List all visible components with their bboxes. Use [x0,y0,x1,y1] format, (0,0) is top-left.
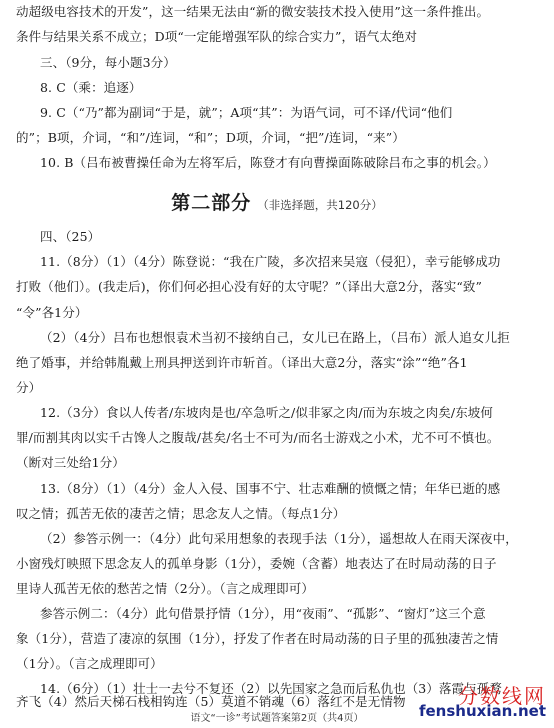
answer-13-example-2: 参答示例二：（4分）此句借景抒情（1分），用“夜雨”、“孤影”、“窗灯”这三个意 [40,606,486,621]
text-line: 分） [16,380,42,395]
answer-10: 10. B（吕布被曹操任命为左将军后，陈登才有向曹操面陈破除吕布之事的机会。） [40,155,496,170]
text-line: 打败（他们）。(我走后)，你们何必担心没有好的太守呢？”（译出大意2分，落实“致” [16,279,482,294]
text-line: 里诗人孤苦无依的愁苦之情（2分）。（言之成理即可） [16,581,314,596]
answer-11-2: （2）（4分）吕布也想恨袁术当初不接纳自己，女儿已在路上，（吕布）派人追女儿拒 [40,330,510,345]
answer-13: 13.（8分）（1）（4分）金人入侵、国事不宁、壮志难酬的愤慨之情；年华已逝的感 [40,481,501,496]
text-line: 绝了婚事，并给韩胤戴上刑具押送到许市斩首。（译出大意2分，落实“涂”“绝”各1 [16,355,468,370]
text-line: 条件与结果关系不成立；D项“一定能增强军队的综合实力”，语气太绝对 [16,29,418,44]
text-line: 齐飞（4）然后天梯石栈相钩连（5）莫道不销魂（6）落红不是无情物 [16,694,406,709]
answer-8: 8. C（乘：追逐） [40,80,142,95]
page-footer: 语文“一诊”考试题答案第2页（共4页） [190,713,364,724]
answer-14: 14.（6分）（1）壮士一去兮不复还（2）以先国家之急而后私仇也（3）落霞与孤鹜 [40,681,502,696]
section-heading-four: 四、（25） [40,229,101,244]
watermark-site-name: 分数线网 [458,684,546,708]
text-line: “令”各1分） [16,305,88,320]
answer-9: 9. C（“乃”都为副词“于是，就”；A项“其”：为语气词，可不译/代词“他们 [40,105,453,120]
text-line: （断对三处给1分） [16,455,125,470]
answer-13-2: （2）参答示例一：（4分）此句采用想象的表现手法（1分），遥想故人在雨天深夜中， [40,531,518,546]
text-line: （1分）。（言之成理即可） [16,656,163,671]
answer-12: 12.（3分）食以人传者/东坡肉是也/卒急听之/似非冢之肉/而为东坡之肉矣/东坡何 [40,405,493,420]
section-heading-three: 三、（9分，每小题3分） [40,55,176,70]
watermark-url: fenshuxian.net [418,702,546,720]
part-two-title: 第二部分 [171,192,252,214]
text-line: 象（1分），营造了凄凉的氛围（1分），抒发了作者在时局动荡的日子里的孤独凄苦之情 [16,631,499,646]
part-two-note: （非选择题，共120分） [257,198,383,212]
text-line: 小窗残灯映照下思念友人的孤单身影（1分），委婉（含蓄）地表达了在时局动荡的日子 [16,556,497,571]
part-two-heading [0,188,554,215]
text-line: 的”；B项，介词，“和”/连词，“和”；D项，介词，“把”/连词，“来”） [16,130,405,145]
text-line: 动超级电容技术的开发”，这一结果无法由“新的微安装技术投入使用”这一条件推出。 [16,4,490,19]
answer-11: 11.（8分）（1）（4分）陈登说：“我在广陵，多次招来吴寇（侵犯），幸亏能够成功 [40,254,501,269]
text-line: 罪/而割其肉以实千古馋人之腹哉/甚矣/名士不可为/而名士游戏之小术，尤不可不慎也。 [16,430,500,445]
text-line: 叹之情；孤苦无依的凄苦之情；思念友人之情。（每点1分） [16,506,346,521]
